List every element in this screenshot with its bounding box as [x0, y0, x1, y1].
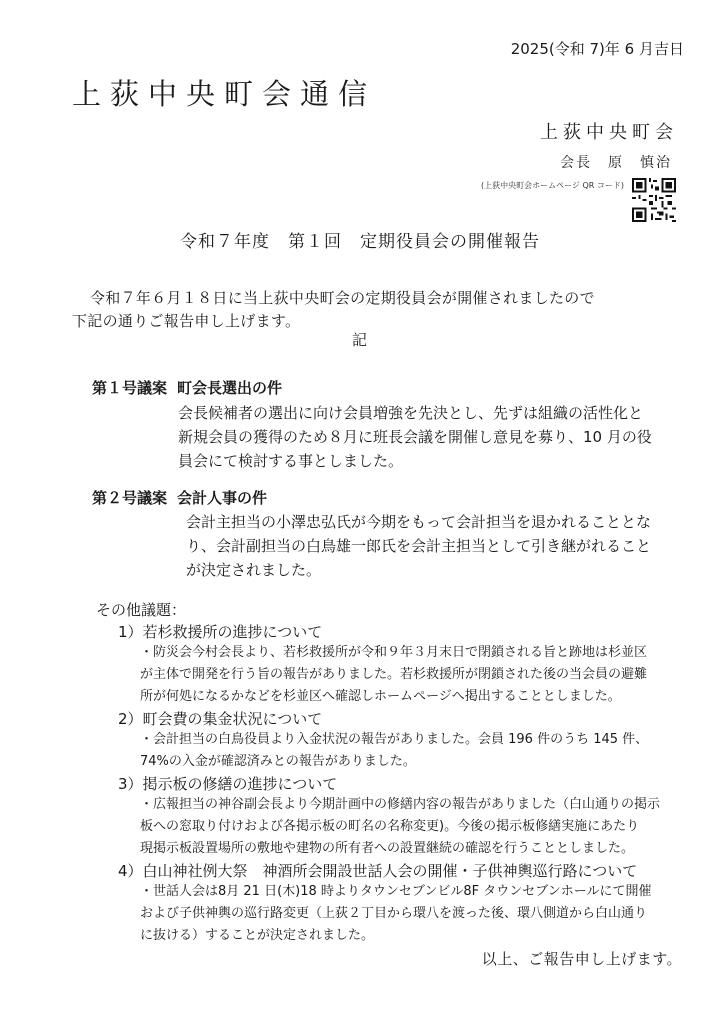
agenda-title: 町会長選出の件	[177, 379, 283, 397]
agenda-heading-1	[92, 377, 282, 398]
organization-name: 上荻中央町会	[540, 122, 678, 143]
president-line	[560, 152, 672, 172]
president-role: 会長	[560, 155, 592, 171]
agenda-title: 会計人事の件	[177, 489, 268, 507]
other-topic-body-4	[140, 881, 651, 947]
others-heading: その他議題：	[96, 601, 187, 619]
agenda-line: 員会にて検討する事としました。	[178, 452, 404, 470]
closing-line: 以上、ご報告申し上げます。	[481, 950, 682, 968]
topic-line: および子供神輿の巡行路変更（上荻２丁目から環八を渡った後、環八側道から白山通り	[140, 906, 648, 921]
intro-line: 下記の通りご報告申し上げます。	[72, 312, 301, 330]
agenda-number: 第２号議案	[92, 489, 168, 507]
other-topic-body-1	[140, 642, 647, 708]
other-topic-title-1: 1）若杉救援所の進捗について	[118, 623, 323, 641]
agenda-line: 会計主担当の小澤忠弘氏が今期をもって会計担当を退かれることとな	[186, 513, 652, 531]
agenda-heading-2	[92, 487, 267, 508]
topic-line: 所が何処になるかなどを杉並区へ確認しホームページへ掲出することとしました。	[140, 689, 621, 704]
qr-caption: (上荻中央町会ホームページ QR コード)	[480, 181, 624, 190]
agenda-number: 第１号議案	[92, 379, 168, 397]
topic-line: が主体で開発を行う旨の報告がありました。若杉救援所が閉鎖された後の当会員の避難	[140, 667, 648, 682]
agenda-line: 新規会員の獲得のため８月に班長会議を開催し意見を募り、10 月の役	[178, 428, 652, 446]
agenda-body-2	[186, 510, 651, 582]
intro-paragraph	[72, 287, 595, 333]
other-topic-title-3: 3）掲示板の修繕の進捗について	[118, 775, 338, 793]
topic-line: 現掲示板設置場所の敷地や建物の所有者への設置継続の確認を行うこととしました。	[140, 841, 635, 856]
intro-line: 令和７年６月１８日に当上荻中央町会の定期役員会が開催されましたので	[90, 289, 595, 307]
other-topic-body-2	[140, 729, 648, 773]
agenda-line: り、会計副担当の白鳥雄一郎氏を会計主担当として引き継がれること	[186, 537, 652, 555]
topic-line: ・会計担当の白鳥役員より入金状況の報告がありました。会員 196 件のうち 145 件、	[140, 732, 649, 747]
topic-line: ・世話人会は8月 21 日(木)18 時よりタウンセブンビル8F タウンセブンホールにて開催	[140, 884, 652, 899]
president-name: 原 慎治	[608, 155, 672, 171]
agenda-line: が決定されました。	[186, 561, 322, 579]
ki-heading: 記	[352, 331, 368, 349]
topic-line: 74%の入金が確認済みとの報告がありました。	[140, 754, 416, 769]
topic-line: 板への窓取り付けおよび各掲示板の町名の名称変更)。今後の掲示板修繕実施にあたり	[140, 819, 640, 834]
other-topic-title-4: 4）白山神社例大祭 神酒所会開設世話人会の開催・子供神輿巡行路について	[118, 862, 638, 880]
report-title: 令和７年度 第１回 定期役員会の開催報告	[180, 232, 540, 252]
agenda-line: 会長候補者の選出に向け会員増強を先決とし、先ずは組織の活性化と	[178, 404, 644, 422]
topic-line: に抜ける）することが決定されました。	[140, 928, 375, 943]
other-topic-body-3	[140, 794, 660, 860]
newsletter-title: 上荻中央町会通信	[72, 77, 377, 111]
agenda-body-1	[178, 401, 652, 473]
qr-code-icon[interactable]	[632, 178, 676, 222]
topic-line: ・防災会今村会長より、若杉救援所が令和９年３月末日で閉鎖される旨と跡地は杉並区	[140, 645, 648, 660]
topic-line: ・広報担当の神谷副会長より今期計画中の修繕内容の報告がありました（白山通りの掲示	[140, 797, 661, 812]
issue-date: 2025(令和 7)年 6 月吉日	[510, 40, 684, 58]
other-topic-title-2: 2）町会費の集金状況について	[118, 710, 323, 728]
